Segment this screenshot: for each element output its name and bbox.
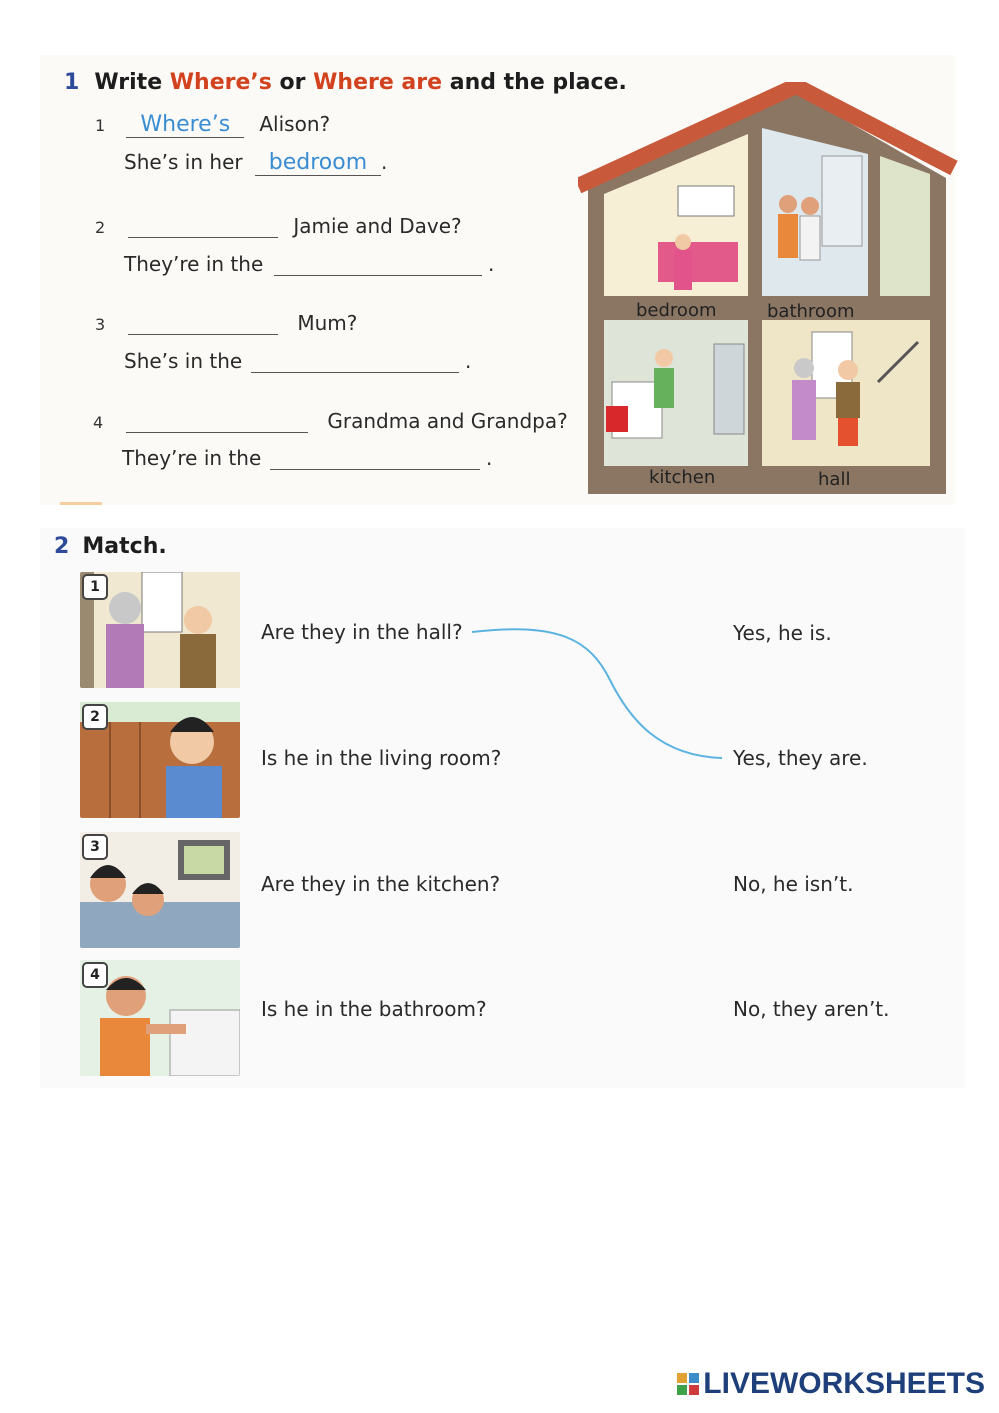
question-number: 2 (95, 218, 106, 237)
answer-field-3[interactable] (128, 312, 278, 335)
house-illustration (578, 82, 958, 498)
match-question-4[interactable]: Is he in the bathroom? (261, 997, 487, 1021)
question-number: 3 (95, 315, 106, 334)
picture-number: 1 (82, 574, 108, 600)
reply-4 (122, 446, 492, 470)
question-1 (95, 112, 330, 138)
room-bathroom (762, 128, 868, 296)
example-match-line (470, 620, 730, 770)
match-answer-3[interactable]: No, he isn’t. (733, 872, 854, 896)
room-label-bedroom: bedroom (636, 300, 717, 321)
reply-end: . (485, 446, 493, 470)
question-number: 1 (95, 116, 106, 135)
match-question-3[interactable]: Are they in the kitchen? (261, 872, 501, 896)
reply-end: . (487, 252, 495, 276)
reply-prefix: She’s in the (124, 349, 243, 373)
question-subject: Alison? (259, 112, 331, 136)
place-field-4[interactable] (270, 447, 480, 470)
logo-text: LIVEWORKSHEETS (703, 1367, 985, 1400)
exercise-1-title (94, 70, 626, 95)
question-subject: Jamie and Dave? (293, 214, 462, 238)
match-answer-4[interactable]: No, they aren’t. (733, 997, 890, 1021)
match-question-1[interactable]: Are they in the hall? (261, 620, 463, 644)
answer-field-4[interactable] (126, 410, 308, 433)
place-field-2[interactable] (274, 253, 482, 276)
title-part: Write (94, 70, 170, 95)
title-keyword-wheres: Where’s (169, 70, 272, 95)
picture-number: 4 (82, 962, 108, 988)
match-answer-1[interactable]: Yes, he is. (733, 621, 832, 645)
room-label-kitchen: kitchen (649, 467, 716, 488)
match-answer-2[interactable]: Yes, they are. (733, 746, 868, 770)
exercise-2-heading (54, 534, 167, 559)
reply-prefix: They’re in the (122, 446, 262, 470)
reply-end: . (380, 150, 388, 174)
question-4 (93, 409, 568, 433)
title-keyword-where-are: Where are (313, 70, 443, 95)
reply-3 (124, 349, 471, 373)
place-field-3[interactable] (251, 350, 459, 373)
room-attic (880, 156, 930, 296)
logo-grid-icon (677, 1373, 699, 1395)
exercise-2-number: 2 (54, 534, 70, 559)
picture-3 (80, 832, 240, 948)
question-3 (95, 311, 357, 335)
room-label-bathroom: bathroom (767, 301, 855, 322)
answer-field-1[interactable]: Where’s (126, 112, 244, 138)
question-subject: Mum? (297, 311, 358, 335)
reply-prefix: She’s in her (124, 150, 243, 174)
liveworksheets-logo (677, 1367, 985, 1401)
title-part: and the place. (442, 70, 627, 95)
match-question-2[interactable]: Is he in the living room? (261, 746, 502, 770)
title-part: or (271, 70, 314, 95)
reply-1 (124, 150, 387, 176)
picture-number: 3 (82, 834, 108, 860)
exercise-2-title: Match. (82, 534, 167, 559)
room-kitchen (604, 320, 748, 466)
picture-2 (80, 702, 240, 818)
divider-mark (60, 502, 102, 505)
picture-4 (80, 960, 240, 1076)
answer-field-2[interactable] (128, 215, 278, 238)
reply-2 (124, 252, 494, 276)
reply-prefix: They’re in the (124, 252, 264, 276)
question-2 (95, 214, 462, 238)
exercise-1-heading (64, 70, 627, 95)
picture-1 (80, 572, 240, 688)
question-subject: Grandma and Grandpa? (327, 409, 568, 433)
picture-number: 2 (82, 704, 108, 730)
exercise-1-number: 1 (64, 70, 80, 95)
room-label-hall: hall (818, 469, 851, 490)
question-number: 4 (93, 413, 104, 432)
reply-end: . (464, 349, 472, 373)
place-field-1[interactable]: bedroom (255, 150, 381, 176)
room-hall (762, 320, 930, 466)
